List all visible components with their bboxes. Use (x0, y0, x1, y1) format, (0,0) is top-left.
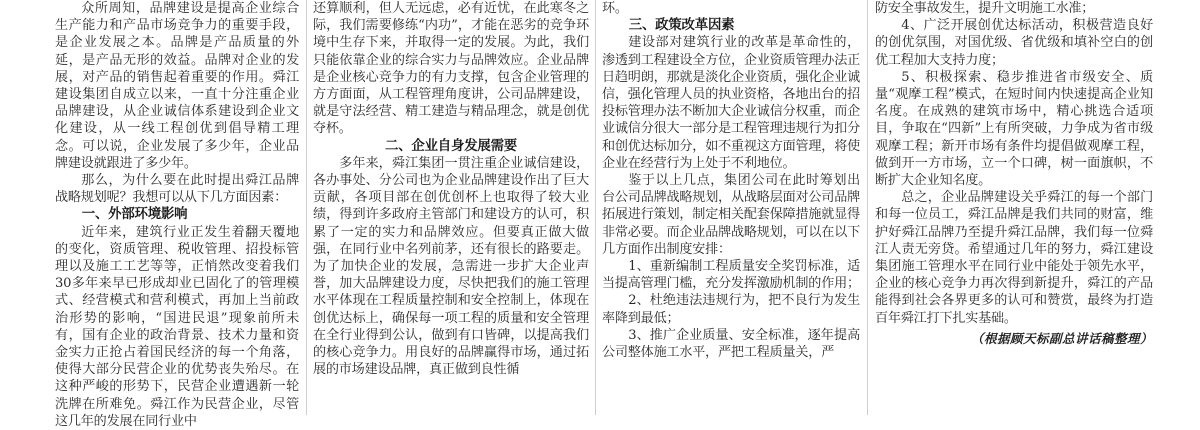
column-divider (867, 0, 868, 415)
conclusion-paragraph: 总之，企业品牌建设关乎舜江的每一个部门和每一位员工，舜江品牌是我们共同的财富，维护好舜江品牌乃至提升舜江品牌，我们每一位舜江人责无旁贷。希望通过几年的努力，舜江建设集团施工管理水平在同行业中能处于领先水平，企业的核心竞争力再次得到新提升，舜江的产品能得到社会各界更多的认可和赞赏，最终为打造百年舜江打下扎实基础。 (875, 190, 1153, 326)
column-divider (595, 0, 596, 415)
measure-item-5: 5、积极探索、稳步推进省市级安全、质量“观摩工程”模式，在短时间内快速提高企业知名度。在成熟的建筑市场中，精心挑选合适项目，争取在“四新”上有所突破，力争成为省市级观摩工程；新开市场有条件均提倡做观摩工程，做到开一方市场，立一个口碑，树一面旗帜，不断扩大企业知名度。 (875, 69, 1153, 189)
intro-paragraph: 众所周知，品牌建设是提高企业综合生产能力和产品市场竞争力的重要手段，是企业发展之本。品牌是产品质量的外延，是产品无形的效益。品牌对企业的发展，对产品的销售起着重要的作用。舜江建设集团自成立以来，一直十分注重企业品牌建设，从企业诚信体系建设到企业文化建设，从一线工程创优到倡导精工理念。可以说，企业发展了多少年，企业品牌建设就跟进了多少年。 (55, 1, 299, 171)
continued-paragraph: 环。 (602, 1, 628, 16)
article-column-1 (55, 0, 299, 429)
strategy-plan-paragraph: 鉴于以上几点，集团公司在此时筹划出台公司品牌战略规划，从战略层面对公司品牌拓展进行策划，制定相关配套保障措施就显得非常必要。而企业品牌战略规划，可以在以下几方面作出制度安排： (602, 173, 860, 257)
article-column-4 (875, 0, 1153, 415)
continued-paragraph: 还算顺利，但人无远虑，必有近忧，在此寒冬之际，我们需要修练“内功”，才能在恶劣的竞争环境中生存下来，并取得一定的发展。为此，我们只能依靠企业的综合实力与品牌效应。企业品牌是企业核心竞争力的有力支撑，包含企业管理的方方面面，从工程管理角度讲，公司品牌建设，就是守法经营、精工建造与精品理念，就是创优夺杯。 (313, 1, 589, 137)
measure-item-2: 2、杜绝违法违规行为，把不良行为发生率降到最低； (602, 293, 860, 326)
self-development-paragraph: 多年来，舜江集团一贯注重企业诚信建设，各办事处、分公司也为企业品牌建设作出了巨大贡献，各项目部在创优创杯上也取得了较大业绩，得到许多政府主管部门和建设方的认可，积累了一定的实力和品牌效应。但要真正做大做强，在同行业中名列前茅，还有很长的路要走。为了加快企业的发展，急需进一步扩大企业声誉，加大品牌建设力度，尽快把我们的施工管理水平体现在工程质量控制和安全控制上，体现在创优达标上，确保每一项工程的质量和安全管理在全行业得到公认，做到有口皆碑，以提高我们的核心竞争力。用良好的品牌赢得市场，通过拓展的市场建设品牌，真正做到良性循 (313, 155, 589, 378)
article-column-3 (602, 0, 860, 415)
continued-paragraph: 防安全事故发生，提升文明施工水准； (875, 1, 1095, 16)
measure-item-1: 1、重新编制工程质量安全奖罚标准，适当提高管理门槛，充分发挥激励机制的作用； (602, 259, 860, 292)
source-note: （根据顾天标副总讲话稿整理） (970, 330, 1153, 346)
external-environment-paragraph: 近年来，建筑行业正发生着翻天覆地的变化，资质管理、税收管理、招投标管理以及施工工艺等等，正悄然改变着我们30多年来早已形成却业已固化了的管理模式、经营模式和营利模式，再加上当前政治形势的影响，“国进民退”现象前所未有，国有企业的政治背景、技术力量和资金实力正抢占着国民经济的每一个角落，使得大部分民营企业的优势丧失殆尽。在这种严峻的形势下，民营企业遭遇新一轮洗牌在所难免。舜江作为民营企业，尽管这几年的发展在同行业中 (55, 224, 299, 429)
article-column-2 (313, 0, 589, 415)
measure-item-4: 4、广泛开展创优达标活动，积极营造良好的创优氛围，对国优级、省优级和填补空白的创优工程加大支持力度； (875, 18, 1153, 68)
question-paragraph: 那么，为什么要在此时提出舜江品牌战略规划呢？我想可以从下几方面因素： (55, 173, 299, 206)
policy-reform-paragraph: 建设部对建筑行业的改革是革命性的，渗透到工程建设全方位，企业资质管理办法正日趋明朗，那就是淡化企业资质，强化企业诚信，强化管理人员的执业资格，各地出台的招投标管理办法不断加大企业诚信分权重，而企业诚信分很大一部分是工程管理违规行为扣分和创优达标加分，如不重视这方面管理，将使企业在经营行为上处于不利地位。 (602, 35, 860, 171)
section-heading-self-development: 二、企业自身发展需要 (385, 138, 517, 154)
section-heading-policy-reform: 三、政策改革因素 (628, 18, 735, 34)
measure-item-3: 3、推广企业质量、安全标准，逐年提高公司整体施工水平，严把工程质量关，严 (602, 327, 860, 361)
section-heading-external-environment: 一、外部环境影响 (81, 207, 188, 223)
column-divider (306, 0, 307, 415)
